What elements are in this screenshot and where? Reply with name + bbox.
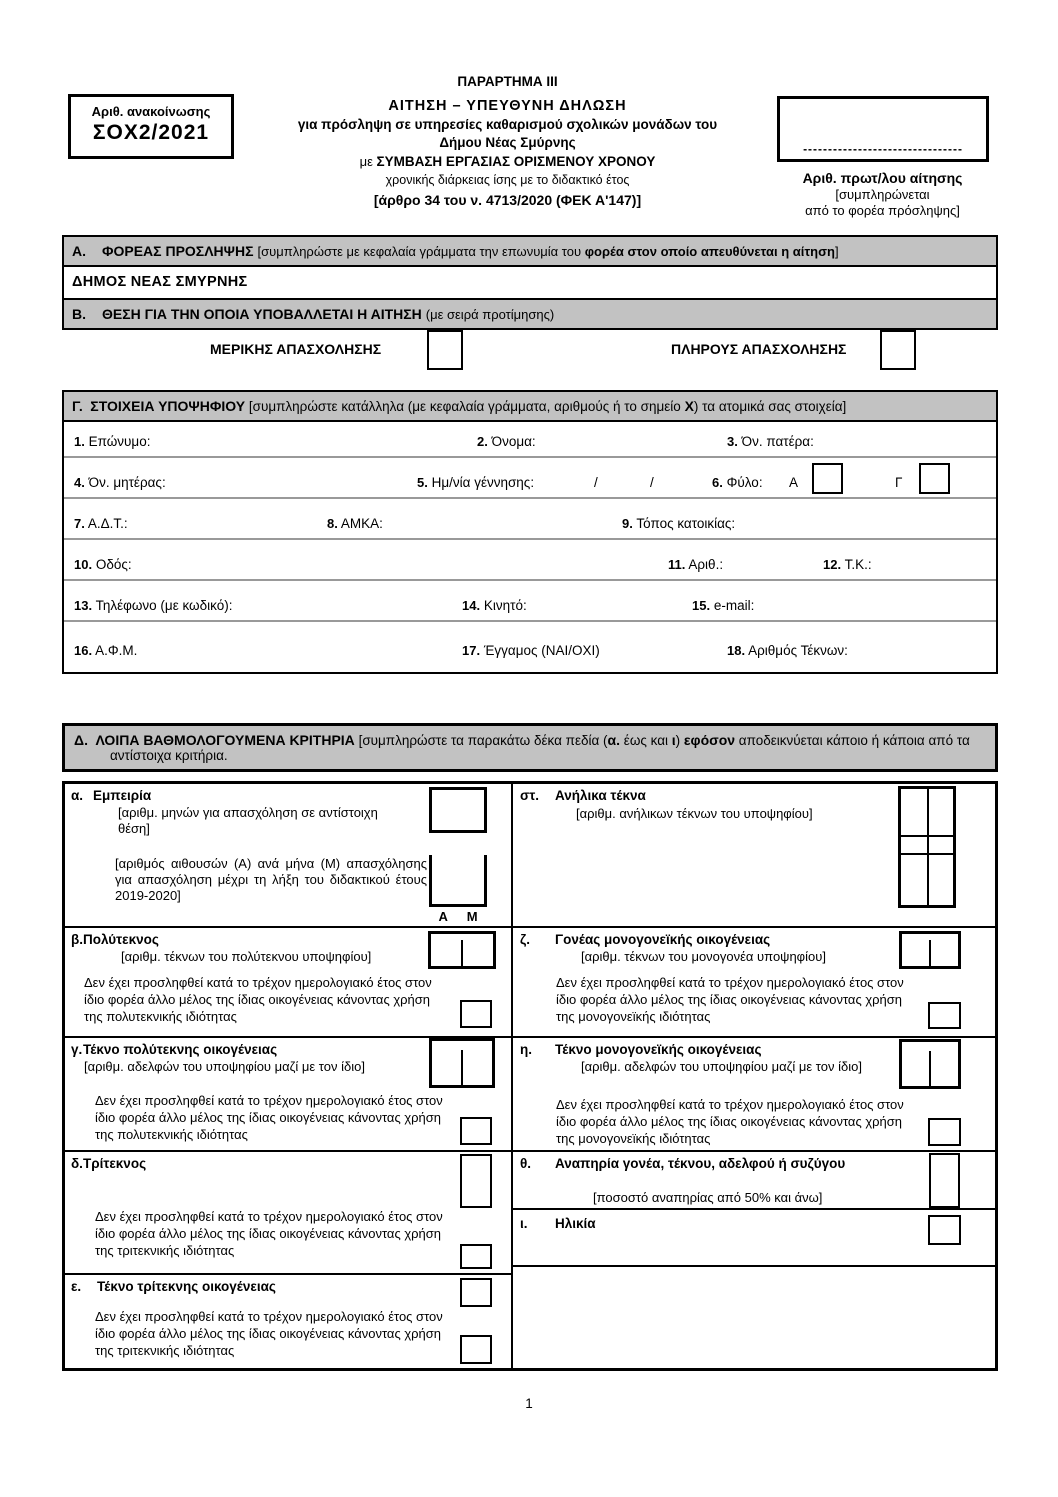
experience-col-a-label: Α xyxy=(438,909,448,924)
criterion-b-note: Δεν έχει προσληφθεί κατά το τρέχον ημερολογιακό έτος στον ίδιο φορέα άλλο μέλος της ίδιας οικογένειας κάνοντας χρήση της πολυτεκνικής ιδιότητας xyxy=(84,975,432,1024)
announcement-label: Αριθ. ανακοίνωσης xyxy=(91,104,211,119)
section-a-title: ΦΟΡΕΑΣ ΠΡΟΣΛΗΨΗΣ xyxy=(102,243,254,259)
criterion-c-polyteknos-child xyxy=(65,1038,511,1150)
section-d-title: ΛΟΙΠΑ ΒΑΘΜΟΛΟΓΟΥΜΕΝΑ ΚΡΙΤΗΡΙΑ xyxy=(95,732,355,748)
triteknos-declaration-checkbox[interactable] xyxy=(460,1244,492,1269)
triteknos-box[interactable] xyxy=(460,1154,492,1208)
criterion-z-hint: [αριθμ. τέκνων του μονογονέα υποψηφίου] xyxy=(581,949,826,964)
field-residence: 9. Τόπος κατοικίας: xyxy=(622,516,736,531)
protocol-fill-line: -------------------------------- xyxy=(803,142,963,156)
contract-type: ΣΥΜΒΑΣΗ ΕΡΓΑΣΙΑΣ ΟΡΙΣΜΕΝΟΥ ΧΡΟΝΟΥ xyxy=(376,153,656,169)
full-employment-checkbox[interactable] xyxy=(880,330,916,370)
personal-row-6[interactable] xyxy=(64,620,996,672)
criterion-b-title: Πολύτεκνος xyxy=(83,932,159,947)
annex-title: ΠΑΡΑΡΤΗΜΑ ΙΙΙ xyxy=(457,74,558,89)
contract-type-line xyxy=(240,153,775,172)
section-c-letter: Γ. xyxy=(72,398,83,414)
criterion-a-hint-rooms: [αριθμός αιθουσών (Α) ανά μήνα (Μ) απασχόλησης για απασχόληση μέχρι τη λήξη του διδακτικού έτους 2019-2020] xyxy=(115,856,427,903)
page-number: 1 xyxy=(525,1396,533,1411)
criterion-th-title: Αναπηρία γονέα, τέκνου, αδελφού ή συζύγου xyxy=(555,1156,846,1171)
field-married: 17. Έγγαμος (ΝΑΙ/ΟΧΙ) xyxy=(462,643,600,658)
section-d-hint: [συμπληρώστε τα παρακάτω δέκα πεδία (α. έως και ι) εφόσον αποδεικνύεται κάποιο ή κάποια από τα αντίστοιχα κριτήρια. xyxy=(110,732,970,763)
criterion-h-letter: η. xyxy=(520,1042,532,1057)
section-b-hint: (με σειρά προτίμησης) xyxy=(425,307,555,322)
criterion-c-letter: γ. xyxy=(71,1042,83,1057)
protocol-number-box[interactable] xyxy=(777,96,989,162)
announcement-number: ΣΟΧ2/2021 xyxy=(92,121,210,144)
section-c-table xyxy=(62,390,998,674)
age-box[interactable] xyxy=(928,1215,961,1245)
criterion-z-letter: ζ. xyxy=(520,932,530,947)
experience-rooms-box[interactable] xyxy=(429,855,487,907)
criterion-d-letter: δ. xyxy=(71,1156,83,1171)
single-parent-child-declaration-checkbox[interactable] xyxy=(928,1118,961,1146)
section-a-header xyxy=(64,237,996,265)
field-email: 15. e-mail: xyxy=(692,598,755,613)
personal-row-2[interactable] xyxy=(64,456,996,497)
section-c-header xyxy=(64,392,996,422)
criterion-a-title: Εμπειρία xyxy=(93,788,152,803)
application-subtitle-1: για πρόσληψη σε υπηρεσίες καθαρισμού σχολικών μονάδων του xyxy=(297,116,718,132)
polyteknos-child-declaration-checkbox[interactable] xyxy=(460,1117,492,1145)
full-employment-label: ΠΛΗΡΟΥΣ ΑΠΑΣΧΟΛΗΣΗΣ xyxy=(671,341,847,357)
single-parent-children-box[interactable] xyxy=(899,931,961,969)
experience-col-m-label: Μ xyxy=(466,909,478,924)
personal-row-1[interactable] xyxy=(64,422,996,456)
section-a-b-table xyxy=(62,235,998,330)
section-d-letter: Δ. xyxy=(74,732,88,748)
field-first-name: 2. Όνομα: xyxy=(477,434,536,449)
criterion-d-note: Δεν έχει προσληφθεί κατά το τρέχον ημερολογιακό έτος στον ίδιο φορέα άλλο μέλος της ίδιας οικογένειας κάνοντας χρήση της τριτεκνικής ιδιότητας xyxy=(95,1209,443,1258)
law-reference: [άρθρο 34 του ν. 4713/2020 (ΦΕΚ Α'147)] xyxy=(373,191,642,208)
polyteknos-children-box[interactable] xyxy=(428,931,496,969)
section-c-title: ΣΤΟΙΧΕΙΑ ΥΠΟΨΗΦΙΟΥ xyxy=(90,398,246,414)
criterion-z-note: Δεν έχει προσληφθεί κατά το τρέχον ημερολογιακό έτος στον ίδιο φορέα άλλο μέλος της ίδιας οικογένειας κάνοντας χρήση της μονογονεϊκής ιδιότητας xyxy=(556,975,904,1024)
field-birth-date: 5. Ημ/νία γέννησης: xyxy=(417,475,535,490)
contract-prefix: με xyxy=(359,153,377,169)
personal-row-5[interactable] xyxy=(64,579,996,620)
criterion-h-title: Τέκνο μονογονεϊκής οικογένειας xyxy=(555,1042,762,1057)
section-a-letter: Α. xyxy=(72,243,86,259)
section-b-header xyxy=(64,298,996,328)
field-street: 10. Οδός: xyxy=(74,557,132,572)
single-parent-siblings-box[interactable] xyxy=(899,1039,961,1089)
field-afm: 16. Α.Φ.Μ. xyxy=(74,643,138,658)
field-amka: 8. ΑΜΚΑ: xyxy=(327,516,383,531)
row-divider xyxy=(511,1265,995,1267)
application-title-block xyxy=(240,97,775,209)
partial-employment-checkbox[interactable] xyxy=(427,330,463,370)
disability-box[interactable] xyxy=(929,1153,960,1208)
agency-name-value[interactable]: ΔΗΜΟΣ ΝΕΑΣ ΣΜΥΡΝΗΣ xyxy=(64,265,996,298)
criterion-th-letter: θ. xyxy=(520,1156,532,1171)
polyteknos-declaration-checkbox[interactable] xyxy=(460,1000,492,1028)
field-mobile: 14. Κινητό: xyxy=(462,598,527,613)
application-subtitle-2: Δήμου Νέας Σμύρνης xyxy=(439,135,576,150)
criterion-b-polyteknos xyxy=(65,928,511,1036)
criterion-d-triteknos xyxy=(65,1152,511,1273)
criterion-d-title: Τρίτεκνος xyxy=(83,1156,147,1171)
birth-date-slash-1: / xyxy=(594,475,598,490)
criterion-e-title: Τέκνο τρίτεκνης οικογένειας xyxy=(97,1279,276,1294)
criterion-th-disability xyxy=(513,1152,995,1208)
criteria-grid xyxy=(62,781,998,1371)
criterion-b-letter: β. xyxy=(71,932,83,947)
criterion-h-hint: [αριθμ. αδελφών του υποψηφίου μαζί με τον ίδιο] xyxy=(581,1059,862,1074)
criterion-st-minor-children xyxy=(513,784,995,926)
gender-male-label: Α xyxy=(789,475,799,490)
experience-am-labels xyxy=(429,909,487,924)
section-a-hint: [συμπληρώστε με κεφαλαία γράμματα την επωνυμία του φορέα στον οποίο απευθύνεται η αίτηση] xyxy=(257,244,839,259)
criterion-c-hint: [αριθμ. αδελφών του υποψηφίου μαζί με τον ίδιο] xyxy=(84,1059,365,1074)
field-surname: 1. Επώνυμο: xyxy=(74,434,151,449)
criterion-e-note: Δεν έχει προσληφθεί κατά το τρέχον ημερολογιακό έτος στον ίδιο φορέα άλλο μέλος της ίδιας οικογένειας κάνοντας χρήση της τριτεκνικής ιδιότητας xyxy=(95,1309,443,1358)
criterion-st-hint: [αριθμ. ανήλικων τέκνων του υποψηφίου] xyxy=(576,806,813,821)
personal-row-4[interactable] xyxy=(64,538,996,579)
field-street-number: 11. Αριθ.: xyxy=(668,557,724,572)
application-title: ΑΙΤΗΣΗ – ΥΠΕΥΘΥΝΗ ΔΗΛΩΣΗ xyxy=(388,98,627,114)
birth-date-slash-2: / xyxy=(650,475,654,490)
criterion-i-letter: ι. xyxy=(520,1216,528,1231)
criterion-h-single-parent-child xyxy=(513,1038,995,1150)
criterion-th-hint: [ποσοστό αναπηρίας από 50% και άνω] xyxy=(593,1190,823,1205)
duration-line: χρονικής διάρκειας ίσης με το διδακτικό έτος xyxy=(385,173,630,187)
field-id-card: 7. Α.Δ.Τ.: xyxy=(74,516,128,531)
criterion-e-triteknos-child xyxy=(65,1275,511,1368)
criterion-st-title: Ανήλικα τέκνα xyxy=(555,788,646,803)
experience-months-box[interactable] xyxy=(429,787,487,833)
criterion-b-hint: [αριθμ. τέκνων του πολύτεκνου υποψηφίου] xyxy=(121,949,372,964)
criterion-i-title: Ηλικία xyxy=(555,1216,596,1231)
gender-male-checkbox[interactable] xyxy=(812,463,843,494)
protocol-caption xyxy=(765,170,1000,220)
criterion-z-single-parent xyxy=(513,928,995,1036)
protocol-label: Αριθ. πρωτ/λου αίτησης xyxy=(802,170,963,186)
protocol-note-1: [συμπληρώνεται xyxy=(835,186,930,202)
minor-children-grid-box[interactable] xyxy=(898,786,956,908)
section-d-header xyxy=(62,723,998,772)
gender-female-label: Γ xyxy=(895,475,903,490)
criterion-z-title: Γονέας μονογονεϊκής οικογένειας xyxy=(555,932,771,947)
protocol-note-2: από το φορέα πρόσληψης] xyxy=(805,203,960,218)
criterion-c-title: Τέκνο πολύτεκνης οικογένειας xyxy=(83,1042,278,1057)
criterion-st-letter: στ. xyxy=(520,788,540,803)
field-mother-name: 4. Όν. μητέρας: xyxy=(74,475,166,490)
criterion-i-age xyxy=(513,1210,995,1265)
single-parent-declaration-checkbox[interactable] xyxy=(928,1002,961,1029)
section-c-hint: [συμπληρώστε κατάλληλα (με κεφαλαία γράμματα, αριθμούς ή το σημείο Χ) τα ατομικά σας στοιχεία] xyxy=(248,398,847,414)
field-phone: 13. Τηλέφωνο (με κωδικό): xyxy=(74,598,233,613)
field-postal-code: 12. Τ.Κ.: xyxy=(823,557,872,572)
partial-employment-label: ΜΕΡΙΚΗΣ ΑΠΑΣΧΟΛΗΣΗΣ xyxy=(210,341,382,357)
field-gender: 6. Φύλο: xyxy=(712,475,763,490)
criterion-c-note: Δεν έχει προσληφθεί κατά το τρέχον ημερολογιακό έτος στον ίδιο φορέα άλλο μέλος της ίδιας οικογένειας κάνοντας χρήση της πολυτεκνικής ιδιότητας xyxy=(95,1093,443,1142)
polyteknos-siblings-box[interactable] xyxy=(429,1038,495,1088)
criterion-a-experience xyxy=(65,784,511,926)
criterion-a-hint-months: [αριθμ. μηνών για απασχόληση σε αντίστοιχη θέση] xyxy=(118,805,378,836)
criterion-e-letter: ε. xyxy=(71,1279,82,1294)
field-children-count: 18. Αριθμός Τέκνων: xyxy=(727,643,848,658)
announcement-box xyxy=(68,94,234,159)
section-b-title: ΘΕΣΗ ΓΙΑ ΤΗΝ ΟΠΟΙΑ ΥΠΟΒΑΛΛΕΤΑΙ Η ΑΙΤΗΣΗ xyxy=(102,306,422,322)
criterion-h-note: Δεν έχει προσληφθεί κατά το τρέχον ημερολογιακό έτος στον ίδιο φορέα άλλο μέλος της ίδιας οικογένειας κάνοντας χρήση της μονογονεϊκής ιδιότητας xyxy=(556,1097,904,1146)
field-father-name: 3. Όν. πατέρα: xyxy=(727,434,814,449)
triteknos-child-box[interactable] xyxy=(460,1278,492,1307)
personal-row-3[interactable] xyxy=(64,497,996,538)
gender-female-checkbox[interactable] xyxy=(919,463,950,494)
section-b-letter: Β. xyxy=(72,306,86,322)
criterion-a-letter: α. xyxy=(71,788,84,803)
triteknos-child-declaration-checkbox[interactable] xyxy=(460,1335,492,1364)
